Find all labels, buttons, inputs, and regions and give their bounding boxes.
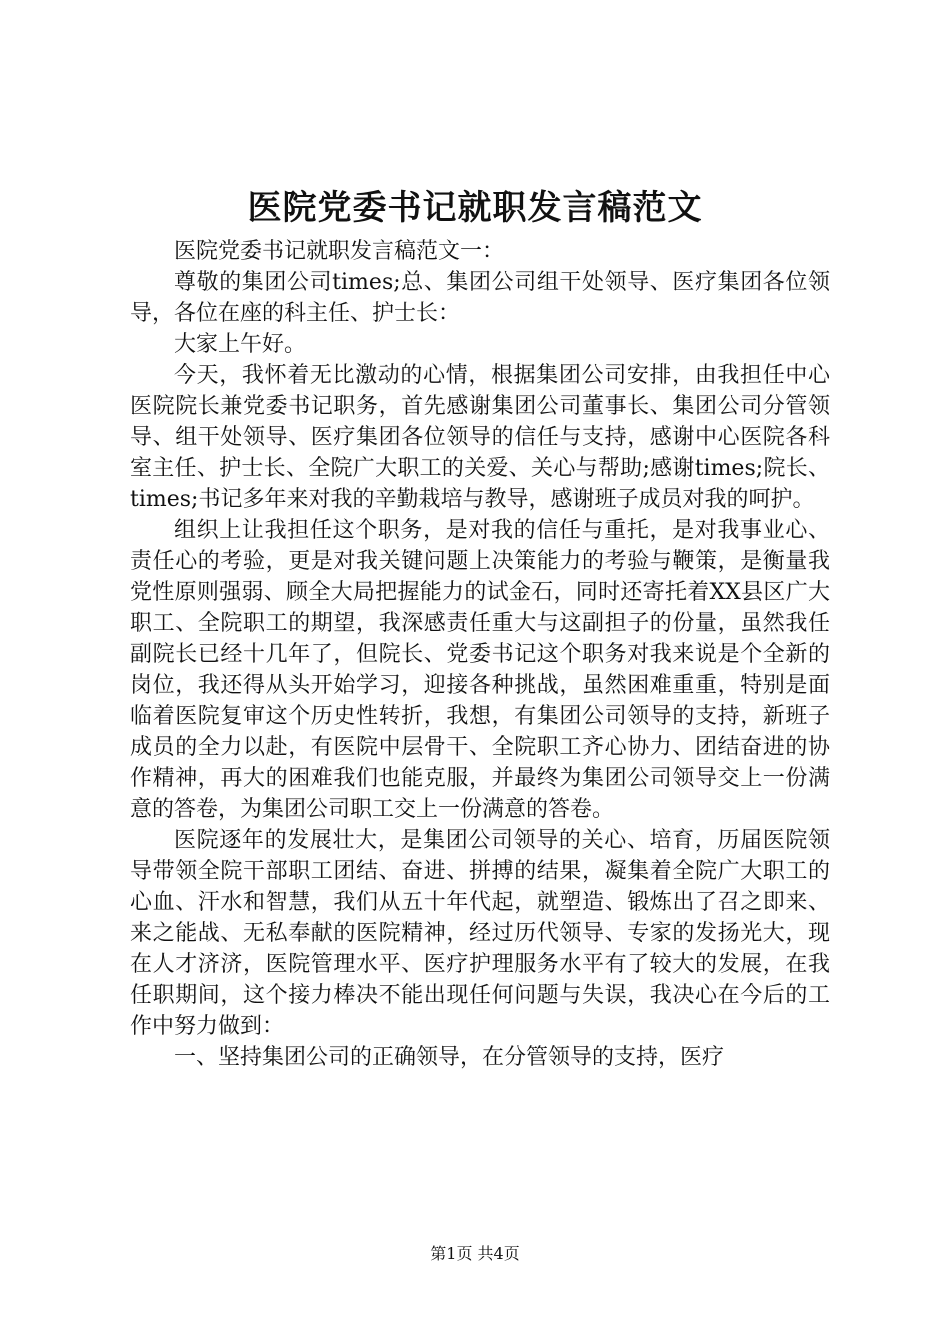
document-body — [130, 236, 830, 1073]
paragraph: 今天，我怀着无比激动的心情，根据集团公司安排，由我担任中心医院院长兼党委书记职务，首先感谢集团公司董事长、集团公司分管领导、组干处领导、医疗集团各位领导的信任与支持，感谢中心医院各科室主任、护士长、全院广大职工的关爱、关心与帮助;感谢times;院长、times;书记多年来对我的辛勤栽培与教导，感谢班子成员对我的呵护。 — [130, 363, 830, 512]
paragraph: 大家上午好。 — [174, 332, 307, 357]
document-title: 医院党委书记就职发言稿范文 — [247, 188, 703, 228]
paragraph: 一、坚持集团公司的正确领导，在分管领导的支持，医疗 — [174, 1045, 725, 1070]
paragraph: 组织上让我担任这个职务，是对我的信任与重托，是对我事业心、责任心的考验，更是对我关键问题上决策能力的考验与鞭策，是衡量我党性原则强弱、顾全大局把握能力的试金石，同时还寄托着XX县区广大职工、全院职工的期望，我深感责任重大与这副担子的份量，虽然我任副院长已经十几年了，但院长、党委书记这个职务对我来说是个全新的岗位，我还得从头开始学习，迎接各种挑战，虽然困难重重，特别是面临着医院复审这个历史性转折，我想，有集团公司领导的支持，新班子成员的全力以赴，有医院中层骨干、全院职工齐心协力、团结奋进的协作精神，再大的困难我们也能克服，并最终为集团公司领导交上一份满意的答卷，为集团公司职工交上一份满意的答卷。 — [130, 518, 830, 822]
paragraph: 医院党委书记就职发言稿范文一： — [174, 239, 505, 264]
paragraph: 尊敬的集团公司times;总、集团公司组干处领导、医疗集团各位领导，各位在座的科主任、护士长： — [130, 270, 830, 326]
page-footer: 第1页 共4页 — [430, 1244, 520, 1263]
paragraph: 医院逐年的发展壮大，是集团公司领导的关心、培育，历届医院领导带领全院干部职工团结、奋进、拼搏的结果，凝集着全院广大职工的心血、汗水和智慧，我们从五十年代起，就塑造、锻炼出了召之即来、来之能战、无私奉献的医院精神，经过历代领导、专家的发扬光大，现在人才济济，医院管理水平、医疗护理服务水平有了较大的发展，在我任职期间，这个接力棒决不能出现任何问题与失误，我决心在今后的工作中努力做到： — [130, 828, 830, 1039]
